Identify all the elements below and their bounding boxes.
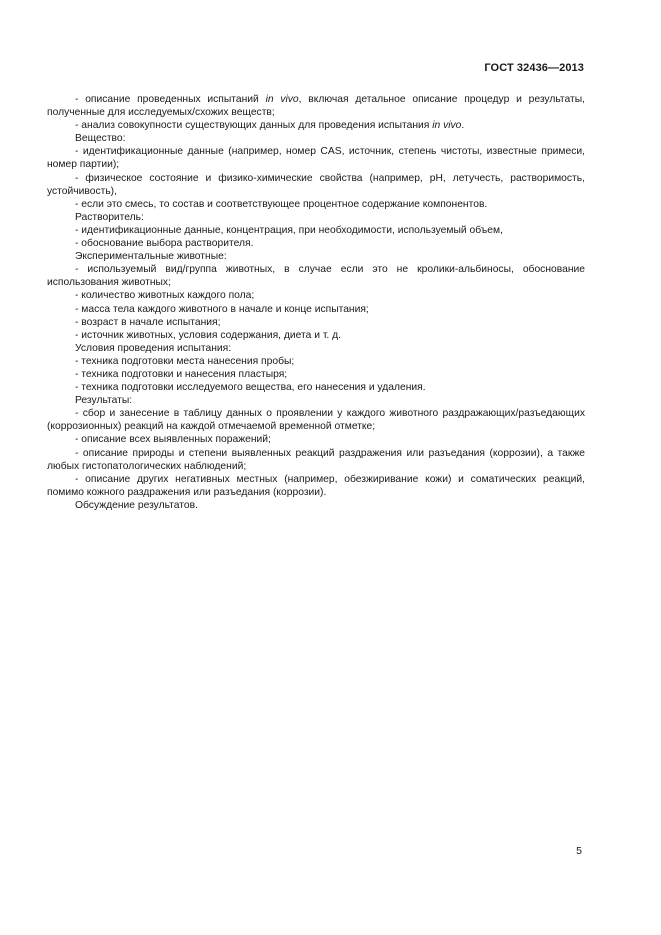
list-item: - идентификационные данные, концентрация, при необходимости, используемый объем, (75, 224, 503, 236)
list-item: - физическое состояние и физико-химические свойства (например, pH, летучесть, растворимость, устойчивость), (47, 172, 585, 197)
list-item: - описание всех выявленных поражений; (75, 434, 271, 446)
list-item: - техника подготовки исследуемого вещества, его нанесения и удаления. (75, 382, 426, 394)
document-header: ГОСТ 32436—2013 (484, 62, 584, 74)
list-item: - если это смесь, то состав и соответствующее процентное содержание компонентов. (75, 198, 488, 210)
list-item: - описание природы и степени выявленных реакций раздражения или разъедания (коррозии), а также любых гистопатологических наблюдений; (47, 447, 585, 472)
section-heading: Обсуждение результатов. (75, 499, 198, 511)
list-item: - анализ совокупности существующих данных для проведения испытания in vivo. (75, 120, 465, 132)
list-item: - обоснование выбора растворителя. (75, 238, 254, 250)
section-heading: Условия проведения испытания: (75, 342, 232, 354)
list-item: - количество животных каждого пола; (75, 290, 255, 302)
page-number: 5 (576, 845, 582, 857)
list-item: - сбор и занесение в таблицу данных о проявлении у каждого животного раздражающих/разъедающих (коррозионных) реакций на каждой отмечаемой временной отметке; (47, 408, 585, 433)
section-heading: Вещество: (75, 133, 126, 145)
list-item: - техника подготовки места нанесения пробы; (75, 355, 295, 367)
section-heading: Растворитель: (75, 211, 144, 223)
list-item: - масса тела каждого животного в начале и конце испытания; (75, 303, 369, 315)
section-heading: Результаты: (75, 395, 133, 407)
list-item: - источник животных, условия содержания, диета и т. д. (75, 329, 342, 341)
list-item: - используемый вид/группа животных, в случае если это не кролики-альбиносы, обоснование использования животных; (47, 264, 585, 289)
list-item: - идентификационные данные (например, номер CAS, источник, степень чистоты, известные примеси, номер партии); (47, 146, 585, 171)
body-text (47, 93, 585, 512)
list-item: - описание других негативных местных (например, обезжиривание кожи) и соматических реакций, помимо кожного раздражения или разъедания (коррозии). (47, 473, 585, 498)
list-item: - возраст в начале испытания; (75, 316, 221, 328)
section-heading: Экспериментальные животные: (75, 251, 227, 263)
list-item: - описание проведенных испытаний in vivo, включая детальное описание процедур и результаты, полученные для исследуемых/схожих веществ; (47, 94, 585, 119)
list-item: - техника подготовки и нанесения пластыря; (75, 368, 288, 380)
